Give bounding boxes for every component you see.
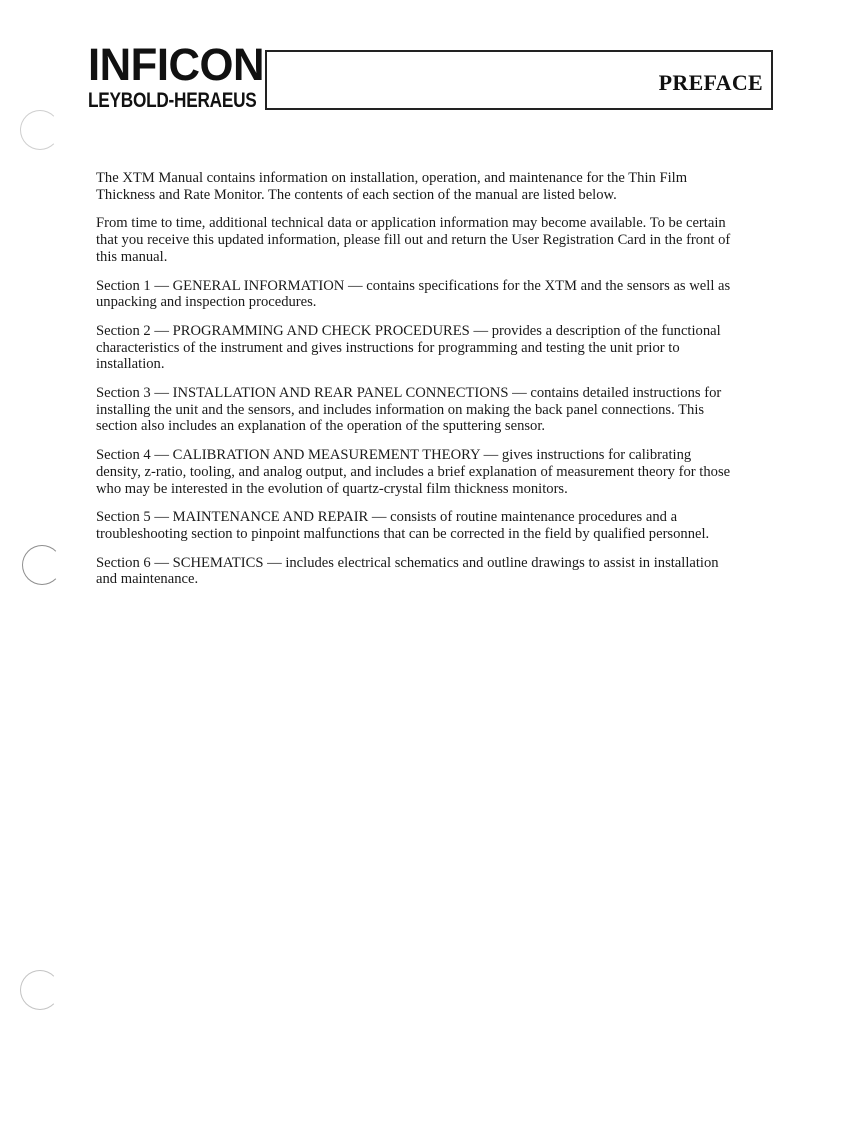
intro-paragraph: The XTM Manual contains information on installation, operation, and maintenance for the Thin Film Thickness and Rate Monitor. The contents of each section of the manual are listed below.: [96, 170, 688, 203]
punch-hole-bottom: [20, 970, 60, 1010]
section-3-description: Section 3 — INSTALLATION AND REAR PANEL CONNECTIONS — contains detailed instructions for installing the unit and the sensors, and includes information on making the back panel connections. This section also includes an explanation of the operation of the sputtering sensor.: [96, 385, 722, 435]
section-4-description: Section 4 — CALIBRATION AND MEASUREMENT THEORY — gives instructions for calibrating density, z-ratio, tooling, and analog output, and includes a brief explanation of measurement theory for those who may be interested in the evolution of quartz-crystal film thickness monitors.: [96, 447, 731, 497]
section-2-description: Section 2 — PROGRAMMING AND CHECK PROCEDURES — provides a description of the functional characteristics of the instrument and gives instructions for programming and testing the unit prior to installation.: [96, 322, 721, 373]
registration-paragraph: From time to time, additional technical data or application information may become available. To be certain that you receive this updated information, please fill out and return the User Registration Card in the front of this manual.: [96, 215, 731, 265]
brand-sub-logo: LEYBOLD-HERAEUS: [88, 89, 257, 112]
preface-body: [96, 170, 736, 600]
punch-hole-top: [20, 110, 60, 150]
section-1-description: Section 1 — GENERAL INFORMATION — contains specifications for the XTM and the sensors as well as unpacking and inspection procedures.: [96, 277, 731, 311]
section-6-description: Section 6 — SCHEMATICS — includes electrical schematics and outline drawings to assist in installation and maintenance.: [96, 554, 719, 588]
page-title: PREFACE: [658, 70, 763, 95]
header-title-box: [265, 50, 773, 110]
punch-hole-middle: [22, 545, 62, 585]
brand-logo: INFICON: [88, 39, 265, 90]
section-5-description: Section 5 — MAINTENANCE AND REPAIR — consists of routine maintenance procedures and a troubleshooting section to pinpoint malfunctions that can be corrected in the field by qualified personnel.: [96, 509, 710, 542]
